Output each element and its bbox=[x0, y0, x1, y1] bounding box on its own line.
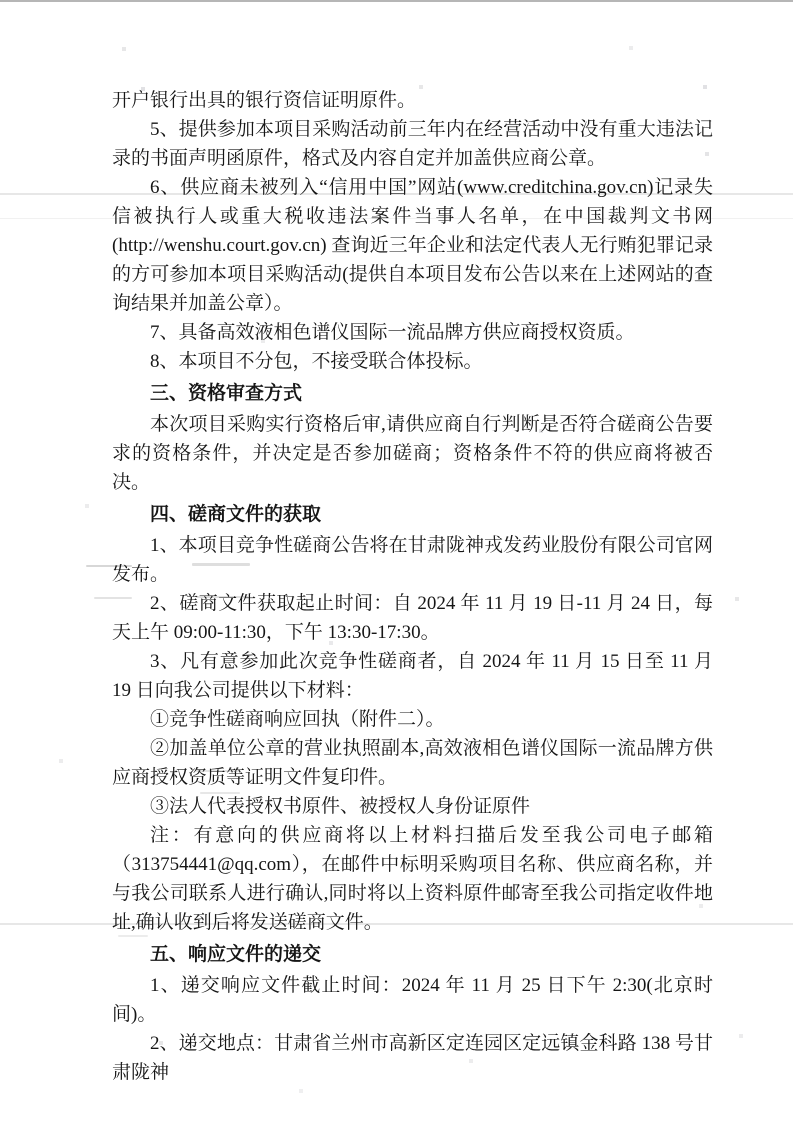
paragraph: ③法人代表授权书原件、被授权人身份证原件 bbox=[150, 796, 531, 817]
scan-edge-artifact bbox=[0, 0, 793, 2]
section-heading: 五、响应文件的递交 bbox=[150, 944, 322, 965]
paragraph: ①竞争性磋商响应回执（附件二）。 bbox=[150, 709, 445, 730]
scan-speckle-noise bbox=[0, 0, 2, 2]
paragraph: ②加盖单位公章的营业执照副本,高效液相色谱仪国际一流品牌方供应商授权资质等证明文件复印件。 bbox=[112, 738, 713, 788]
paragraph: 8、本项目不分包，不接受联合体投标。 bbox=[150, 351, 483, 372]
paragraph: 开户银行出具的银行资信证明原件。 bbox=[112, 90, 417, 111]
paragraph: 注：有意向的供应商将以上材料扫描后发至我公司电子邮箱（313754441@qq.com），在邮件中标明采购项目名称、供应商名称，并与我公司联系人进行确认,同时将以上资料原件邮寄至我公司指定收件地址,确认收到后将发送磋商文件。 bbox=[112, 825, 713, 933]
paragraph: 5、提供参加本项目采购活动前三年内在经营活动中没有重大违法记录的书面声明函原件，格式及内容自定并加盖供应商公章。 bbox=[112, 119, 713, 169]
section-heading: 三、资格审查方式 bbox=[150, 383, 303, 404]
paragraph: 本次项目采购实行资格后审,请供应商自行判断是否符合磋商公告要求的资格条件，并决定是否参加磋商；资格条件不符的供应商将被否决。 bbox=[112, 414, 713, 493]
paragraph: 2、递交地点：甘肃省兰州市高新区定连园区定远镇金科路 138 号甘肃陇神 bbox=[112, 1033, 713, 1083]
paragraph: 1、递交响应文件截止时间：2024 年 11 月 25 日下午 2:30(北京时间)。 bbox=[112, 975, 713, 1025]
document-content bbox=[112, 86, 713, 1087]
paragraph: 2、磋商文件获取起止时间：自 2024 年 11 月 19 日-11 月 24 日，每天上午 09:00-11:30，下午 13:30-17:30。 bbox=[112, 593, 713, 643]
paragraph: 6、供应商未被列入“信用中国”网站(www.creditchina.gov.cn)记录失信被执行人或重大税收违法案件当事人名单，在中国裁判文书网(http://wenshu.court.gov.cn) 查询近三年企业和法定代表人无行贿犯罪记录的方可参加本项目采购活动(提供自本项目发布公告以来在上述网站的查询结果并加盖公章）。 bbox=[112, 177, 713, 314]
paragraph: 1、本项目竞争性磋商公告将在甘肃陇神戎发药业股份有限公司官网发布。 bbox=[112, 535, 713, 585]
section-heading: 四、磋商文件的获取 bbox=[150, 504, 322, 525]
paragraph: 3、凡有意参加此次竞争性磋商者，自 2024 年 11 月 15 日至 11 月 19 日向我公司提供以下材料： bbox=[112, 651, 713, 701]
paragraph: 7、具备高效液相色谱仪国际一流品牌方供应商授权资质。 bbox=[150, 322, 635, 343]
